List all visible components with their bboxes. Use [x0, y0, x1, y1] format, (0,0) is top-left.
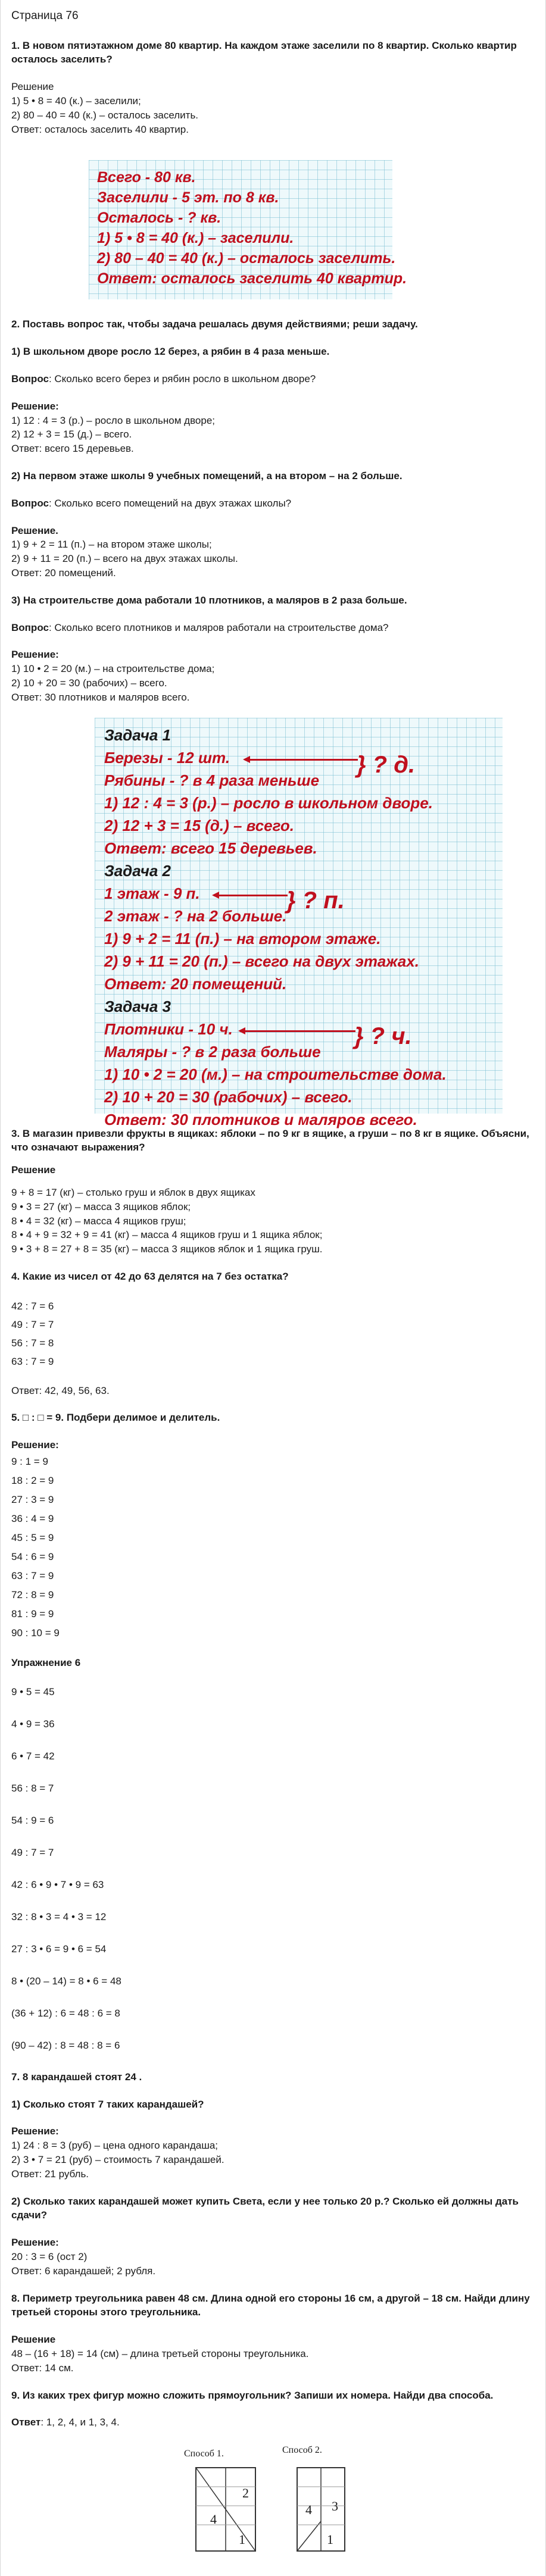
task5-solution-label: Решение: — [11, 1439, 59, 1451]
task6-line: 42 : 6 • 9 • 7 • 9 = 63 — [11, 1878, 104, 1890]
task2c-condition: 3) На строительстве дома работали 10 плотников, а маляров в 2 раза больше. — [11, 594, 407, 606]
task3-line: 8 • 4 + 9 = 32 + 9 = 41 (кг) – масса 4 ящиков груш и 1 ящика яблок; — [11, 1229, 323, 1241]
task2-z1-step2: 2) 12 + 3 = 15 (д.) – всего. — [104, 816, 294, 834]
task3-line: 9 • 3 + 8 = 27 + 8 = 35 (кг) – масса 3 ящиков яблок и 1 ящика груш. — [11, 1243, 323, 1255]
figure1-label: 1 — [239, 2532, 245, 2547]
task2-z1-step1: 1) 12 : 4 = 3 (р.) – росло в школьном дворе. — [104, 793, 433, 812]
task2c-question-label: Вопрос — [11, 621, 49, 633]
task4-answer: Ответ: 42, 49, 56, 63. — [11, 1384, 110, 1396]
task2b-question-text: : Сколько всего помещений на двух этажах школы? — [48, 497, 292, 509]
task6-line: 4 • 9 = 36 — [11, 1718, 55, 1730]
task4-question: 4. Какие из чисел от 42 до 63 делятся на 7 без остатка? — [11, 1270, 289, 1282]
task4-line: 49 : 7 = 7 — [11, 1318, 54, 1330]
figure1-label: 4 — [210, 2512, 217, 2527]
task9-figures — [11, 2441, 535, 2555]
task4-lines — [11, 1297, 535, 1371]
notebook-line: Заселили - 5 эт. по 8 кв. — [97, 189, 279, 207]
task6-line: (90 – 42) : 8 = 48 : 8 = 6 — [11, 2039, 120, 2051]
task5-line: 45 : 5 = 9 — [11, 1532, 54, 1544]
task7a-line: Ответ: 21 рубль. — [11, 2168, 89, 2180]
page-title: Страница 76 — [11, 10, 79, 22]
task2a-condition: 1) В школьном дворе росло 12 берез, а рябин в 4 раза меньше. — [11, 346, 330, 358]
task4-line: 63 : 7 = 9 — [11, 1355, 54, 1367]
task7a-line: 2) 3 • 7 = 21 (руб) – стоимость 7 карандашей. — [11, 2154, 224, 2166]
task6-line: 8 • (20 – 14) = 8 • 6 = 48 — [11, 1975, 121, 1987]
task2b-question-label: Вопрос — [11, 497, 49, 509]
task3-solution-label: Решение — [11, 1164, 56, 1176]
task2-notebook-image — [95, 718, 503, 1128]
task3-question: 3. В магазин привезли фрукты в ящиках: яблоки – по 9 кг в ящике, а груши – по 8 кг в ящике. Объясни, что означают выражения? — [11, 1127, 529, 1153]
task2a-line: 1) 12 : 4 = 3 (р.) – росло в школьном дворе; — [11, 414, 216, 426]
task2-z2-answer: Ответ: 20 помещений. — [104, 974, 287, 993]
task5-line: 72 : 8 = 9 — [11, 1589, 54, 1601]
task5-line: 27 : 3 = 9 — [11, 1494, 54, 1506]
task2c-line: 1) 10 • 2 = 20 (м.) – на строительстве дома; — [11, 663, 215, 675]
task6-lines — [11, 1686, 535, 2052]
task2b-line: 1) 9 + 2 = 11 (п.) – на втором этаже школы; — [11, 539, 212, 551]
task2-z1-given1: Березы - 12 шт. — [104, 748, 230, 767]
figure2-label: 1 — [327, 2532, 333, 2547]
task2c-line: Ответ: 30 плотников и маляров всего. — [11, 691, 190, 703]
figure2-caption: Способ 2. — [282, 2445, 322, 2456]
task8-line: 48 – (16 + 18) = 14 (см) – длина третьей стороны треугольника. — [11, 2348, 309, 2360]
task9-answer-text: : 1, 2, 4, и 1, 3, 4. — [40, 2416, 120, 2428]
task1-line: Ответ: осталось заселить 40 квартир. — [11, 123, 189, 135]
notebook-line: Осталось - ? кв. — [97, 210, 221, 227]
task3-line: 9 + 8 = 17 (кг) – столько груш и яблок в двух ящиках — [11, 1186, 255, 1198]
task5-line: 54 : 6 = 9 — [11, 1551, 54, 1563]
task5-line: 18 : 2 = 9 — [11, 1475, 54, 1487]
task6-line: 49 : 7 = 7 — [11, 1846, 54, 1858]
task7b-solution-label: Решение: — [11, 2237, 59, 2249]
notebook-line: 2) 80 – 40 = 40 (к.) – осталось заселить. — [97, 250, 396, 267]
task2c-question-text: : Сколько всего плотников и маляров работали на строительстве дома? — [48, 621, 389, 633]
task2-z3-given2: Маляры - ? в 2 раза больше — [104, 1042, 321, 1061]
task1-solution-label: Решение — [11, 81, 54, 93]
task1-line: 1) 5 • 8 = 40 (к.) – заселили; — [11, 95, 141, 107]
task9-question: 9. Из каких трех фигур можно сложить прямоугольник? Запиши их номера. Найди два способа. — [11, 2389, 494, 2401]
task2c-solution-label: Решение: — [11, 649, 59, 661]
task7a-question: 1) Сколько стоят 7 таких карандашей? — [11, 2098, 204, 2110]
task8-line: Ответ: 14 см. — [11, 2362, 74, 2374]
task2-z3-answer: Ответ: 30 плотников и маляров всего. — [104, 1110, 417, 1128]
task8-solution-label: Решение — [11, 2334, 56, 2346]
task2-z2-title: Задача 2 — [104, 861, 171, 880]
task4-line: 56 : 7 = 8 — [11, 1337, 54, 1349]
task7-title: 7. 8 карандашей стоят 24 . — [11, 2071, 142, 2083]
task2b-solution-label: Решение. — [11, 524, 58, 536]
task5-lines — [11, 1452, 535, 1643]
task9-answer-label: Ответ — [11, 2416, 41, 2428]
task6-line: 27 : 3 • 6 = 9 • 6 = 54 — [11, 1943, 107, 1955]
figure1-rectangle-diagram — [190, 2463, 267, 2552]
figure1-label: 2 — [242, 2486, 249, 2501]
task2-z1-arrow-icon — [245, 759, 358, 761]
task5-line: 36 : 4 = 9 — [11, 1513, 54, 1525]
task2-z3-step2: 2) 10 + 20 = 30 (рабочих) – всего. — [104, 1087, 352, 1106]
task6-title: Упражнение 6 — [11, 1657, 81, 1669]
task2-z2-arrow-icon — [214, 895, 288, 896]
task2c-line: 2) 10 + 20 = 30 (рабочих) – всего. — [11, 677, 167, 689]
task6-line: 56 : 8 = 7 — [11, 1782, 54, 1794]
task2b-line: 2) 9 + 11 = 20 (п.) – всего на двух этажах школы. — [11, 553, 238, 565]
task6-line: 9 • 5 = 45 — [11, 1686, 55, 1697]
notebook-line: Всего - 80 кв. — [97, 169, 196, 186]
task6-line: 54 : 9 = 6 — [11, 1814, 54, 1826]
task2-z2-given2: 2 этаж - ? на 2 больше. — [104, 906, 287, 925]
task6-line: 6 • 7 = 42 — [11, 1750, 55, 1762]
task2-z2-brace: } ? п. — [286, 887, 345, 914]
task2-z1-given2: Рябины - ? в 4 раза меньше — [104, 771, 320, 789]
task2-z2-step2: 2) 9 + 11 = 20 (п.) – всего на двух этажах. — [104, 952, 420, 970]
task2-z1-answer: Ответ: всего 15 деревьев. — [104, 839, 317, 857]
task1-notebook-image — [89, 160, 407, 299]
task2a-line: 2) 12 + 3 = 15 (д.) – всего. — [11, 429, 132, 440]
task2a-question-label: Вопрос — [11, 373, 49, 384]
task7a-line: 1) 24 : 8 = 3 (руб) – цена одного карандаша; — [11, 2140, 219, 2152]
task2-z3-brace: } ? ч. — [354, 1023, 412, 1049]
figure2-rectangle-diagram — [291, 2463, 357, 2552]
task2-z1-title: Задача 1 — [104, 726, 171, 744]
figure2-label: 3 — [332, 2499, 338, 2514]
task2a-solution-label: Решение: — [11, 400, 59, 412]
task5-line: 81 : 9 = 9 — [11, 1608, 54, 1620]
task5-line: 9 : 1 = 9 — [11, 1456, 48, 1468]
task5-line: 63 : 7 = 9 — [11, 1570, 54, 1582]
task2-z3-arrow-icon — [240, 1030, 355, 1032]
task4-line: 42 : 7 = 6 — [11, 1300, 54, 1312]
task5-question: 5. □ : □ = 9. Подбери делимое и делитель. — [11, 1412, 220, 1424]
task5-line: 90 : 10 = 9 — [11, 1627, 60, 1639]
task2-z2-step1: 1) 9 + 2 = 11 (п.) – на втором этаже. — [104, 929, 381, 948]
task7b-line: 20 : 3 = 6 (ост 2) — [11, 2251, 88, 2263]
notebook-line: 1) 5 • 8 = 40 (к.) – заселили. — [97, 230, 294, 247]
task2b-line: Ответ: 20 помещений. — [11, 567, 116, 579]
figure1-caption: Способ 1. — [184, 2449, 224, 2459]
task1-line: 2) 80 – 40 = 40 (к.) – осталось заселить. — [11, 109, 199, 121]
task2b-condition: 2) На первом этаже школы 9 учебных помещений, а на втором – на 2 больше. — [11, 470, 403, 482]
task7b-question: 2) Сколько таких карандашей может купить Света, если у нее только 20 р.? Сколько ей должны дать сдачи? — [11, 2195, 519, 2221]
figure2-label: 4 — [305, 2502, 312, 2518]
task7b-line: Ответ: 6 карандашей; 2 рубля. — [11, 2265, 156, 2277]
task2-z2-given1: 1 этаж - 9 п. — [104, 884, 200, 902]
task3-line: 9 • 3 = 27 (кг) – масса 3 ящиков яблок; — [11, 1201, 191, 1212]
task2-z3-title: Задача 3 — [104, 997, 171, 1015]
task2-z3-step1: 1) 10 • 2 = 20 (м.) – на строительстве дома. — [104, 1065, 447, 1083]
task2a-question-text: : Сколько всего берез и рябин росло в школьном дворе? — [48, 373, 316, 384]
task2a-line: Ответ: всего 15 деревьев. — [11, 443, 134, 455]
notebook-line: Ответ: осталось заселить 40 квартир. — [97, 270, 407, 287]
task3-line: 8 • 4 = 32 (кг) – масса 4 ящиков груш; — [11, 1215, 186, 1227]
task2-z3-given1: Плотники - 10 ч. — [104, 1020, 233, 1038]
task2-z1-brace: } ? д. — [357, 751, 416, 778]
task6-line: (36 + 12) : 6 = 48 : 6 = 8 — [11, 2007, 120, 2019]
task6-line: 32 : 8 • 3 = 4 • 3 = 12 — [11, 1911, 107, 1922]
task8-question: 8. Периметр треугольника равен 48 см. Длина одной его стороны 16 см, а другой – 18 см. Найди длину третьей стороны этого треугольника. — [11, 2292, 530, 2318]
task1-question: 1. В новом пятиэтажном доме 80 квартир. На каждом этаже заселили по 8 квартир. Сколько квартир осталось заселить? — [11, 39, 517, 65]
task7a-solution-label: Решение: — [11, 2125, 59, 2137]
task2-question: 2. Поставь вопрос так, чтобы задача решалась двумя действиями; реши задачу. — [11, 318, 418, 330]
